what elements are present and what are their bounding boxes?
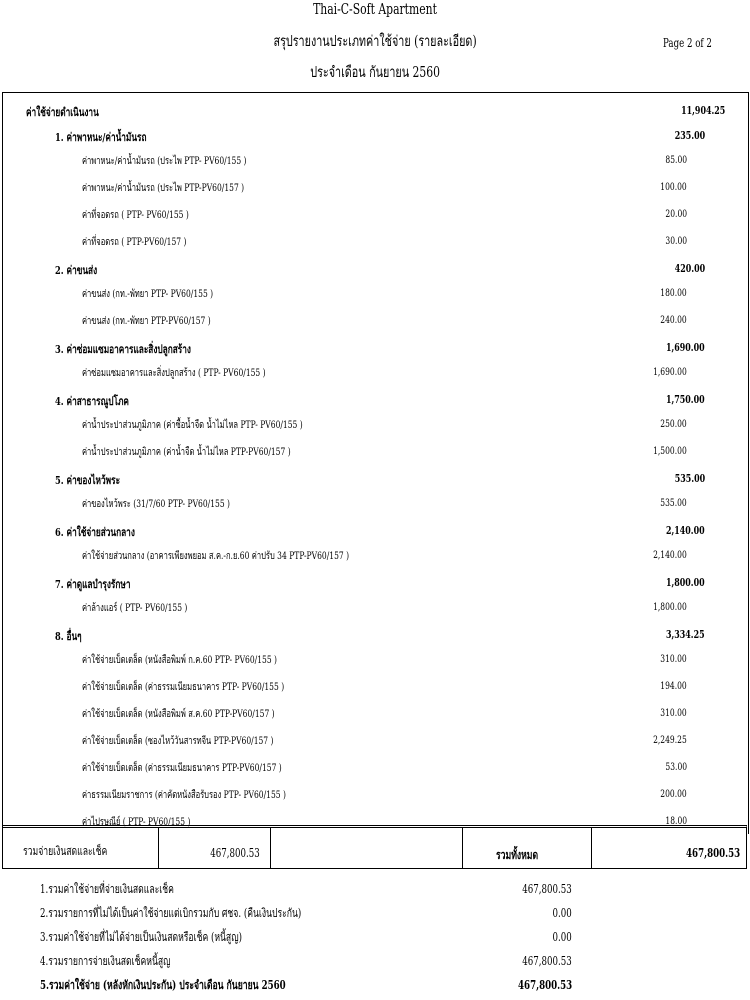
item-label — [82, 233, 227, 250]
group-total-text: 1,800.00 — [666, 576, 705, 589]
item-amount-text: 194.00 — [660, 680, 687, 692]
report-title: สรุปรายงานประเภทค่าใช้จ่าย (รายละเอียด) — [273, 32, 477, 50]
item-amount — [657, 761, 687, 773]
item-amount-text: 200.00 — [660, 788, 687, 800]
grand-total-label: รวมทั้งหมด — [496, 848, 539, 862]
item-amount — [650, 497, 687, 509]
cash-cheque-value: 467,800.53 — [210, 846, 260, 860]
summary-label — [40, 976, 381, 995]
item-label-text: ค่าใช้จ่ายเบ็ดเตล็ด (หนังสือพิมพ์ ส.ค.60 PTP-PV60/157 ) — [82, 708, 275, 720]
item-label-text: ค่าธรรมเนียมราชการ (ค่าคัดหนังสือรับรอง PTP- PV60/155 ) — [82, 789, 286, 801]
item-amount-text: 1,690.00 — [653, 366, 687, 378]
item-label-text: ค่าพาหนะ/ค่าน้ำมันรถ (ประไพ PTP- PV60/155 ) — [82, 155, 247, 167]
item-amount-text: 20.00 — [665, 208, 687, 220]
cash-cheque-label: รวมจ่ายเงินสดและเช็ค — [23, 844, 108, 858]
item-label — [82, 732, 348, 749]
item-label — [82, 599, 228, 616]
group-total — [663, 129, 705, 142]
group-label — [55, 341, 244, 359]
grand-value-cell — [591, 828, 746, 868]
item-label — [82, 759, 359, 776]
item-amount-text: 240.00 — [660, 314, 687, 326]
item-amount — [640, 366, 687, 378]
item-amount — [640, 734, 687, 746]
summary-label-text: 4.รวมรายการจ่ายเงินสดเช็คหนี้สูญ — [40, 954, 171, 968]
item-label — [82, 495, 288, 512]
group-label-text: 8. อื่นๆ — [55, 629, 82, 643]
item-amount — [650, 707, 687, 719]
summary-label-text: 2.รวมรายการที่ไม่ได้เป็นค่าใช้จ่ายแต่เบิกรวมกับ ศชจ. (คืนเงินประกัน) — [40, 906, 302, 920]
item-label — [82, 285, 264, 302]
item-label-text: ค่าใช้จ่ายเบ็ดเตล็ด (หนังสือพิมพ์ ก.ค.60 PTP- PV60/155 ) — [82, 654, 277, 666]
item-label-text: ค่าใช้จ่ายเบ็ดเตล็ด (ค่าธรรมเนียมธนาคาร PTP-PV60/157 ) — [82, 762, 282, 774]
group-total — [651, 628, 705, 641]
group-total — [651, 341, 705, 354]
cash-cheque-label-cell — [3, 828, 159, 868]
group-total-text: 235.00 — [674, 129, 705, 142]
expense-detail-frame — [2, 92, 749, 834]
item-label — [82, 416, 389, 433]
group-label-text: 6. ค่าใช้จ่ายส่วนกลาง — [55, 525, 135, 539]
item-label-text: ค่าขนส่ง (กท.-พัทยา PTP- PV60/155 ) — [82, 288, 214, 300]
item-label-text: ค่าที่จอดรถ ( PTP-PV60/157 ) — [82, 236, 187, 248]
item-amount — [650, 314, 687, 326]
group-label-text: 5. ค่าของไหว้พระ — [55, 473, 121, 487]
summary-value — [503, 882, 572, 896]
summary-value-text: 467,800.53 — [517, 978, 572, 992]
item-amount — [657, 235, 687, 247]
item-label-text: ค่าใช้จ่ายส่วนกลาง (อาคารเพียงพยอม ส.ค.-ก.ย.60 ค่าปรับ 34 PTP-PV60/157 ) — [82, 550, 350, 562]
item-label-text: ค่าพาหนะ/ค่าน้ำมันรถ (ประไพ PTP-PV60/157 ) — [82, 182, 245, 194]
item-label — [82, 443, 372, 460]
summary-label-text: 3.รวมค่าใช้จ่ายที่ไม่ได้จ่ายเป็นเงินสดหรือเช็ค (หนี้สูญ) — [40, 930, 242, 944]
item-label-text: ค่าล้างแอร์ ( PTP- PV60/155 ) — [82, 602, 188, 614]
item-amount-text: 1,500.00 — [653, 445, 687, 457]
item-amount-text: 100.00 — [660, 181, 687, 193]
item-amount — [650, 788, 687, 800]
item-amount — [650, 418, 687, 430]
item-amount — [650, 680, 687, 692]
group-label-text: 2. ค่าขนส่ง — [55, 263, 98, 277]
group-total — [663, 262, 705, 275]
group-total-text: 3,334.25 — [666, 628, 705, 641]
item-label — [82, 786, 365, 803]
item-amount-text: 53.00 — [665, 761, 687, 773]
section-label — [26, 104, 127, 122]
item-amount — [640, 445, 687, 457]
group-total-text: 420.00 — [674, 262, 705, 275]
item-label — [82, 152, 311, 169]
summary-label-text: 5.รวมค่าใช้จ่าย (หลังหักเงินประกัน) ประจำเดือน กันยายน 2560 — [40, 978, 286, 992]
item-label — [82, 547, 453, 564]
summary-value — [545, 906, 572, 920]
item-label-text: ค่าซ่อมแซมอาคารและสิ่งปลูกสร้าง ( PTP- PV60/155 ) — [82, 367, 266, 379]
item-label — [82, 206, 230, 223]
group-total-text: 1,690.00 — [666, 341, 705, 354]
item-amount — [657, 208, 687, 220]
group-total — [651, 393, 705, 406]
group-label — [55, 262, 114, 280]
item-amount — [657, 154, 687, 166]
item-label-text: ค่าน้ำประปาส่วนภูมิภาค (ค่าซื้อน้ำจืด น้ำไม่ไหล PTP- PV60/155 ) — [82, 419, 303, 431]
section-total — [664, 104, 725, 117]
summary-value — [545, 930, 572, 944]
totals-row — [2, 825, 747, 869]
summary-label — [40, 880, 226, 899]
summary-label — [40, 904, 403, 923]
item-label — [82, 678, 363, 695]
item-label — [82, 179, 307, 196]
item-amount — [650, 181, 687, 193]
group-label — [55, 628, 92, 646]
summary-label-text: 1.รวมค่าใช้จ่ายที่จ่ายเงินสดและเช็ค — [40, 882, 174, 896]
item-amount — [640, 549, 687, 561]
item-amount-text: 2,140.00 — [653, 549, 687, 561]
item-amount-text: 180.00 — [660, 287, 687, 299]
item-amount — [640, 601, 687, 613]
group-total — [651, 576, 705, 589]
item-label-text: ค่าของไหว้พระ (31/7/60 PTP- PV60/155 ) — [82, 498, 230, 510]
grand-total-value: 467,800.53 — [685, 846, 740, 860]
item-label-text: ค่าน้ำประปาส่วนภูมิภาค (ค่าน้ำจืด น้ำไม่ไหล PTP-PV60/157 ) — [82, 446, 291, 458]
group-label — [55, 129, 182, 147]
page-number: Page 2 of 2 — [663, 36, 712, 50]
section-total-text: 11,904.25 — [680, 104, 725, 117]
summary-value-text: 0.00 — [552, 906, 572, 920]
summary-value-text: 467,800.53 — [522, 954, 572, 968]
group-total — [663, 472, 705, 485]
item-amount-text: 1,800.00 — [653, 601, 687, 613]
item-label — [82, 312, 261, 329]
item-label — [82, 364, 337, 381]
item-label-text: ค่าใช้จ่ายเบ็ดเตล็ด (ซองไหว้วันสารทจีน PTP-PV60/157 ) — [82, 735, 274, 747]
item-amount-text: 85.00 — [665, 154, 687, 166]
item-amount — [650, 287, 687, 299]
section-label-text: ค่าใช้จ่ายดำเนินงาน — [26, 105, 99, 119]
summary-value — [497, 978, 572, 992]
group-total — [651, 524, 705, 537]
summary-label — [40, 952, 221, 971]
item-label-text: ค่าใช้จ่ายเบ็ดเตล็ด (ค่าธรรมเนียมธนาคาร PTP- PV60/155 ) — [82, 681, 285, 693]
item-amount-text: 18.00 — [665, 815, 687, 827]
summary-value-text: 0.00 — [552, 930, 572, 944]
item-amount-text: 2,249.25 — [653, 734, 687, 746]
item-amount-text: 535.00 — [660, 497, 687, 509]
group-total-text: 1,750.00 — [666, 393, 705, 406]
report-period: ประจำเดือน กันยายน 2560 — [310, 63, 440, 81]
item-label-text: ค่าที่จอดรถ ( PTP- PV60/155 ) — [82, 209, 189, 221]
group-label-text: 4. ค่าสาธารณูปโภค — [55, 394, 129, 408]
item-amount-text: 250.00 — [660, 418, 687, 430]
grand-label-cell — [462, 828, 592, 868]
empty-cell — [270, 828, 463, 868]
group-total-text: 535.00 — [674, 472, 705, 485]
group-total-text: 2,140.00 — [666, 524, 705, 537]
item-label-text: ค่าไปรษณีย์ ( PTP- PV60/155 ) — [82, 816, 191, 828]
item-label — [82, 705, 350, 722]
company-name: Thai-C-Soft Apartment — [313, 0, 437, 18]
cash-cheque-value-cell — [158, 828, 271, 868]
item-amount-text: 310.00 — [660, 707, 687, 719]
item-amount-text: 310.00 — [660, 653, 687, 665]
summary-value-text: 467,800.53 — [522, 882, 572, 896]
group-label — [55, 524, 166, 542]
group-label — [55, 576, 160, 594]
group-label-text: 3. ค่าซ่อมแซมอาคารและสิ่งปลูกสร้าง — [55, 342, 191, 356]
item-label — [82, 651, 353, 668]
group-label-text: 1. ค่าพาหนะ/ค่าน้ำมันรถ — [55, 130, 147, 144]
summary-value — [503, 954, 572, 968]
item-label-text: ค่าขนส่ง (กท.-พัทยา PTP-PV60/157 ) — [82, 315, 211, 327]
summary-label — [40, 928, 320, 947]
item-amount-text: 30.00 — [665, 235, 687, 247]
group-label-text: 7. ค่าดูแลบำรุงรักษา — [55, 577, 131, 591]
group-label — [55, 472, 145, 490]
item-amount — [650, 653, 687, 665]
group-label — [55, 393, 158, 411]
